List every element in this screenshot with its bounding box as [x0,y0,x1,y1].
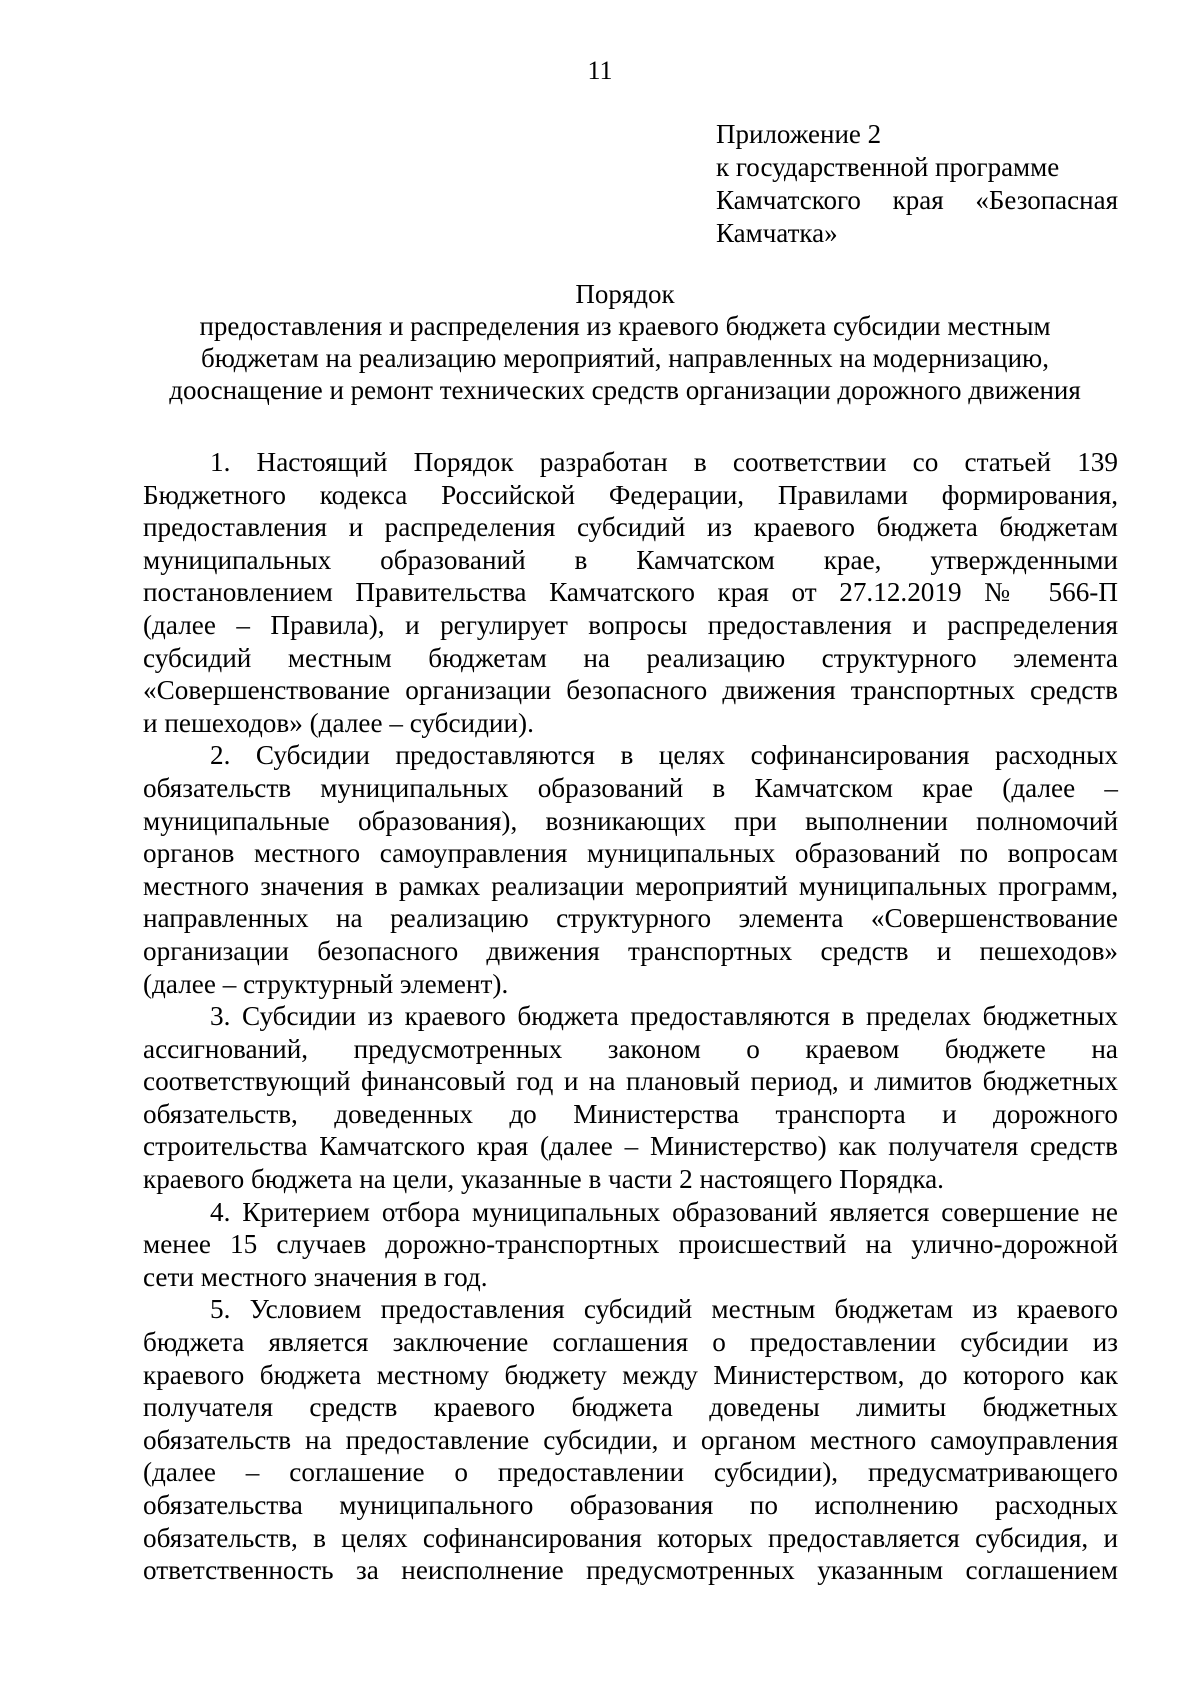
paragraph-line: субсидий местным бюджетам на реализацию структурного элемента [143,642,1118,673]
appendix-line: Приложение 2 [716,119,882,149]
paragraph-line: постановлением Правительства Камчатского края от 27.12.2019 № 566-П [143,577,1118,608]
paragraph-line: 3. Субсидии из краевого бюджета предоставляются в пределах бюджетных [210,1001,1118,1032]
paragraph-3 [143,1000,1118,1196]
paragraph-line: местного значения в рамках реализации мероприятий муниципальных программ, [143,870,1118,901]
paragraph-line: обязательства муниципального образования по исполнению расходных [143,1490,1118,1520]
paragraph-line: ответственность за неисполнение предусмотренных указанным соглашением [143,1555,1118,1586]
paragraph-5 [143,1293,1118,1586]
paragraph-line: муниципальных образований в Камчатском крае, утвержденными [143,544,1118,575]
title-line: бюджетам на реализацию мероприятий, направленных на модернизацию, [201,343,1049,373]
appendix-reference [716,118,1118,250]
paragraph-line: органов местного самоуправления муниципальных образований по вопросам [143,838,1118,869]
paragraph-line: предоставления и распределения субсидий из краевого бюджета бюджетам [143,512,1118,543]
paragraph-line: 4. Критерием отбора муниципальных образований является совершение не [210,1196,1118,1227]
paragraph-line: краевого бюджета местному бюджету между Министерством, до которого как [143,1359,1118,1390]
paragraph-line: строительства Камчатского края (далее – Министерство) как получателя средств [143,1131,1118,1162]
appendix-line: к государственной программе [716,152,1060,182]
document-body [143,446,1118,1587]
paragraph-line: ассигнований, предусмотренных законом о краевом бюджете на [143,1033,1118,1064]
paragraph-1 [143,446,1118,739]
paragraph-line: 2. Субсидии предоставляются в целях софинансирования расходных [210,740,1118,771]
title-heading: Порядок [575,279,675,309]
paragraph-line: организации безопасного движения транспортных средств и пешеходов» [143,935,1118,966]
paragraph-4 [143,1196,1118,1294]
paragraph-line: 1. Настоящий Порядок разработан в соответствии со статьей 139 [210,447,1118,477]
appendix-line: Камчатка» [716,218,838,248]
document-title [130,278,1120,406]
paragraph-line: «Совершенствование организации безопасного движения транспортных средств [143,675,1118,706]
paragraph-line: краевого бюджета на цели, указанные в части 2 настоящего Порядка. [143,1164,944,1195]
paragraph-line: обязательств, доведенных до Министерства транспорта и дорожного [143,1098,1118,1129]
paragraph-line: соответствующий финансовый год и на плановый период, и лимитов бюджетных [143,1066,1118,1097]
paragraph-line: обязательств на предоставление субсидии, и органом местного самоуправления [143,1424,1118,1455]
paragraph-2 [143,739,1118,1000]
paragraph-line: и пешеходов» (далее – субсидии). [143,707,534,738]
title-line: дооснащение и ремонт технических средств организации дорожного движения [169,375,1081,405]
paragraph-line: обязательств, в целях софинансирования которых предоставляется субсидия, и [143,1522,1118,1553]
paragraph-line: (далее – Правила), и регулирует вопросы предоставления и распределения [143,609,1118,640]
appendix-line: Камчатского края «Безопасная [716,185,1118,215]
paragraph-line: сети местного значения в год. [143,1261,488,1292]
paragraph-line: муниципальные образования), возникающих при выполнении полномочий [143,805,1118,836]
paragraph-line: (далее – соглашение о предоставлении субсидии), предусматривающего [143,1457,1118,1488]
title-line: предоставления и распределения из краевого бюджета субсидии местным [199,311,1051,341]
paragraph-line: получателя средств краевого бюджета доведены лимиты бюджетных [143,1392,1118,1423]
page-number: 11 [587,56,613,85]
paragraph-line: направленных на реализацию структурного элемента «Совершенствование [143,903,1118,934]
paragraph-line: (далее – структурный элемент). [143,968,509,999]
paragraph-line: Бюджетного кодекса Российской Федерации, Правилами формирования, [143,479,1118,510]
paragraph-line: менее 15 случаев дорожно-транспортных происшествий на улично-дорожной [143,1229,1118,1260]
paragraph-line: 5. Условием предоставления субсидий местным бюджетам из краевого [210,1294,1118,1325]
paragraph-line: обязательств муниципальных образований в Камчатском крае (далее – [143,772,1118,803]
paragraph-line: бюджета является заключение соглашения о предоставлении субсидии из [143,1327,1118,1358]
